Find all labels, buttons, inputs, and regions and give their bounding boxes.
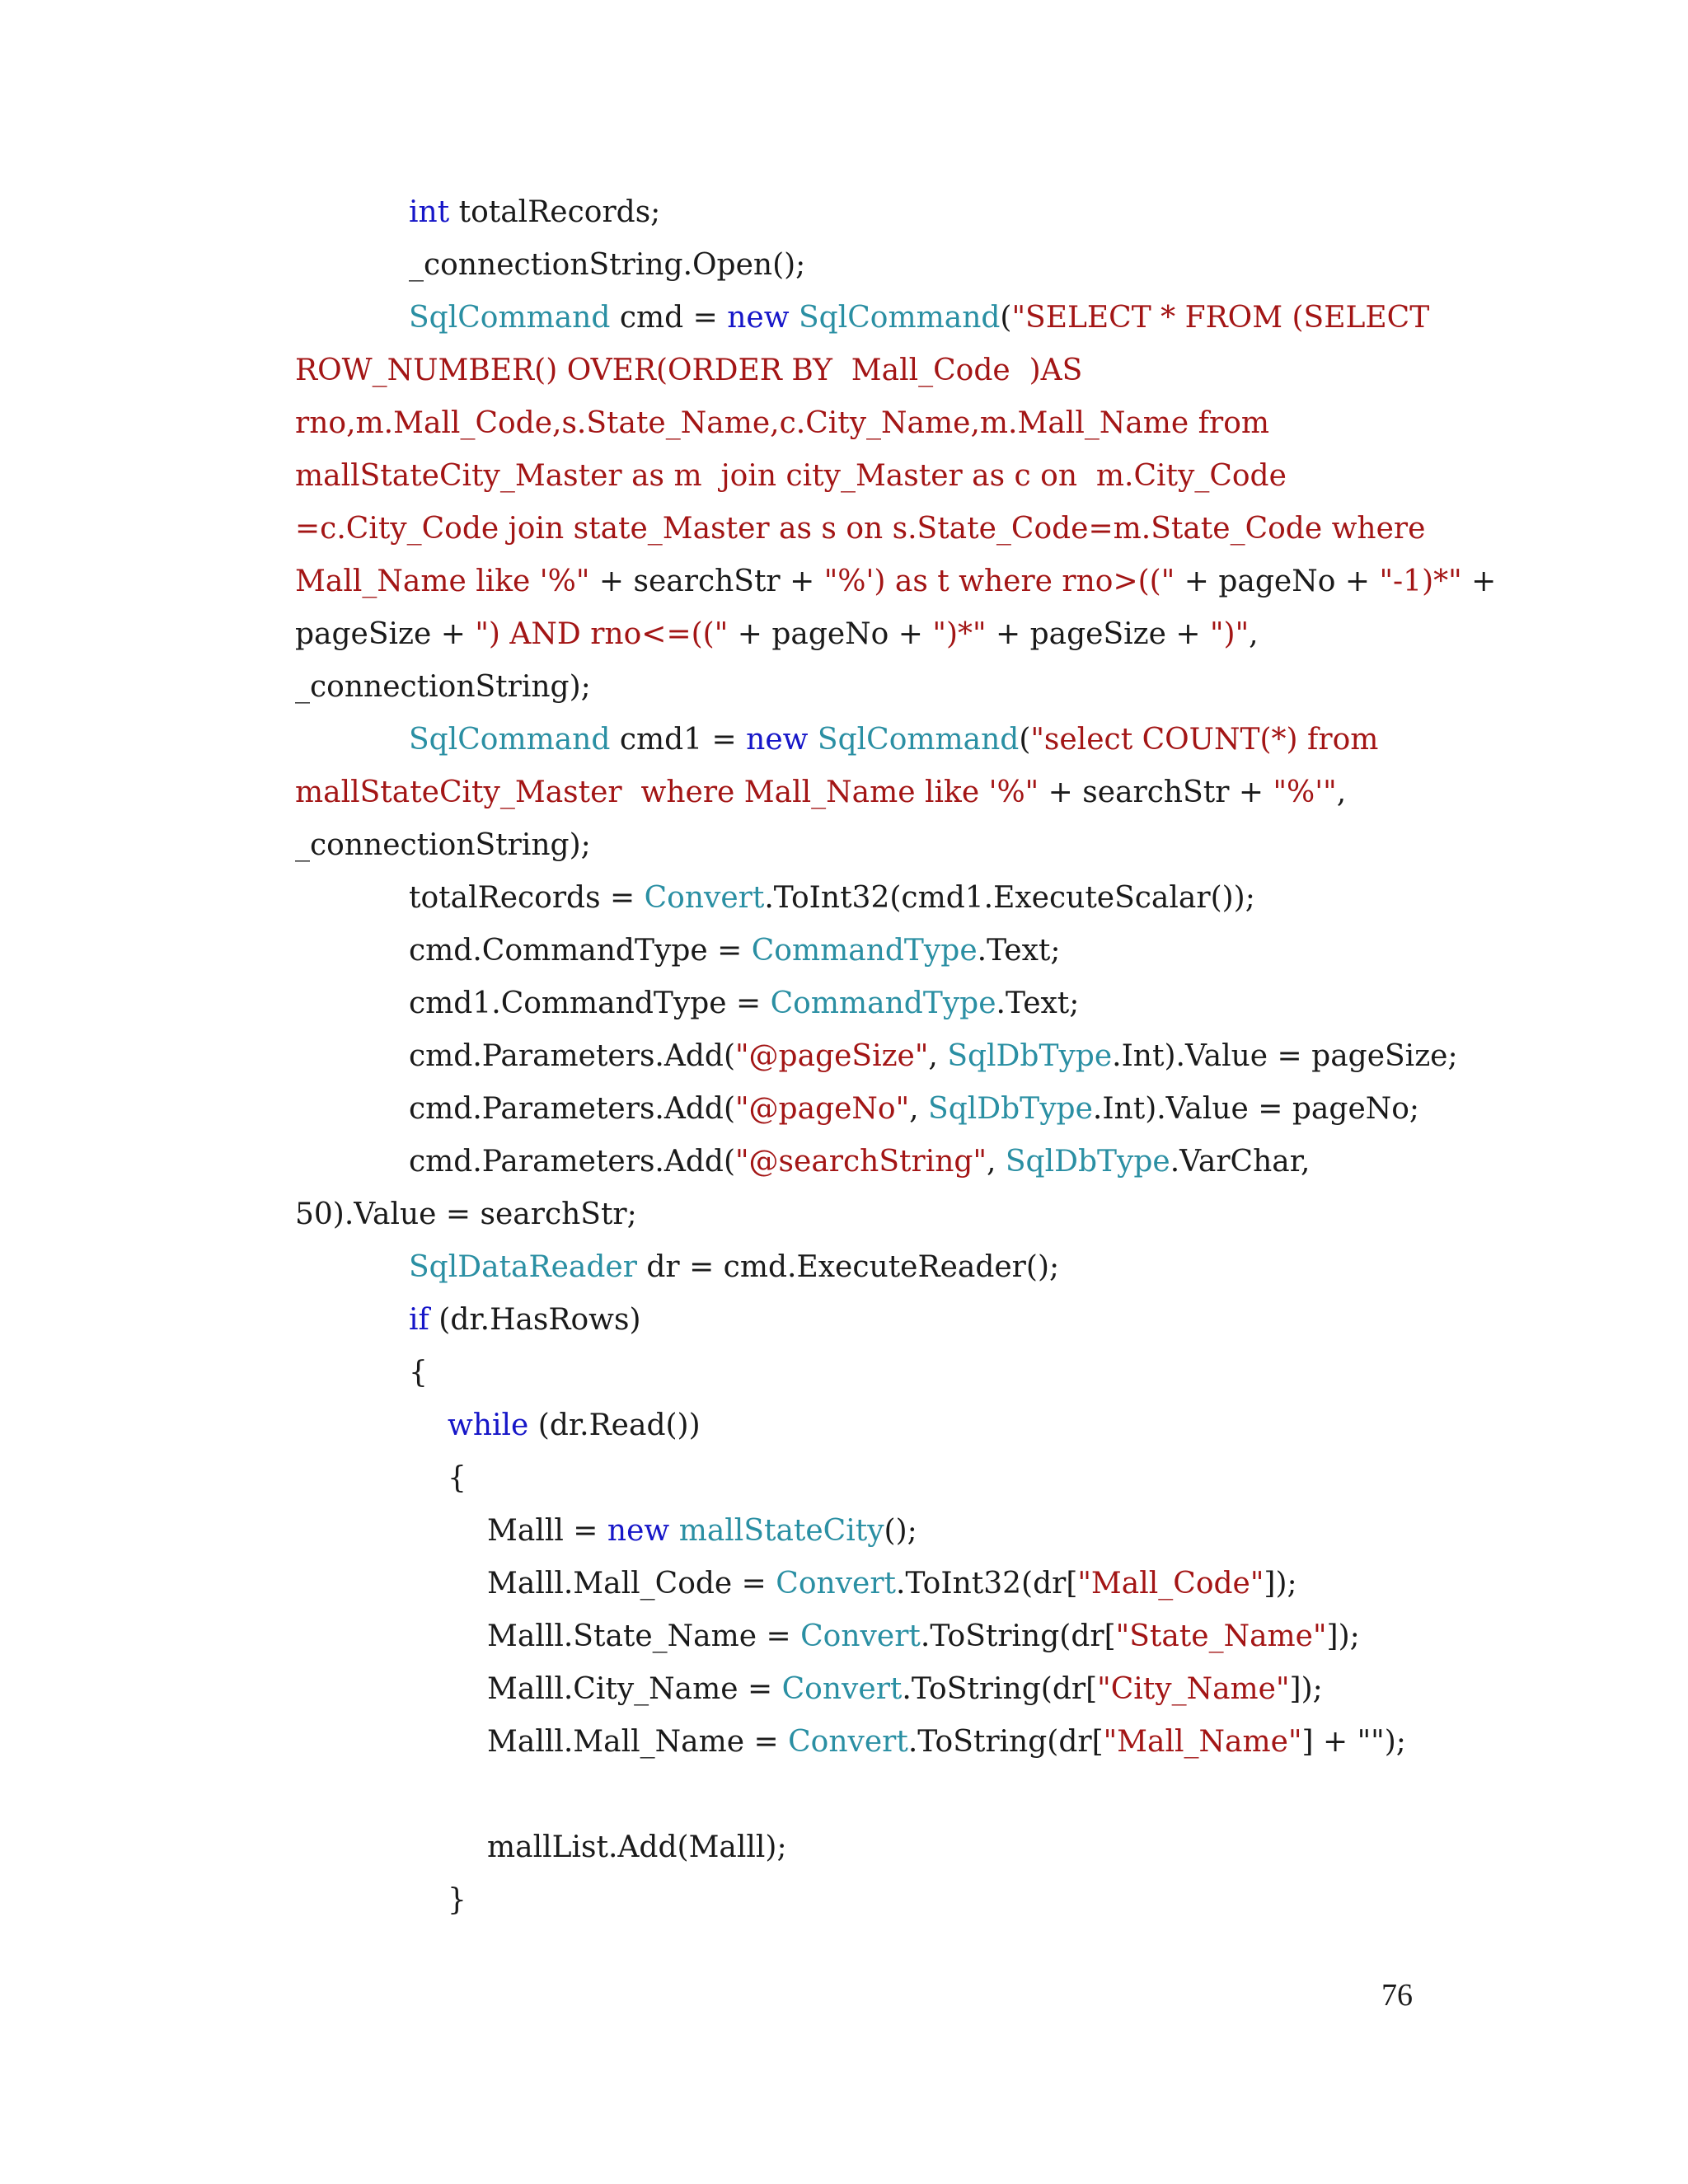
code-token: mallStateCity_Master where Mall_Name like '%" [295,776,1039,809]
code-token [808,723,817,757]
code-line [409,883,1255,913]
code-token: SqlCommand [409,301,611,335]
code-token: SqlDbType [928,1092,1093,1126]
code-token: Mall_Name like '%" [295,565,590,598]
code-token: dr = cmd.ExecuteReader(); [636,1250,1060,1284]
code-token: .Text; [996,987,1080,1020]
code-token: ( [1000,301,1012,335]
code-line [295,778,1346,808]
code-line [295,406,1270,440]
code-line [409,1094,1419,1124]
code-token: .Text; [977,934,1061,968]
code-token [790,301,799,335]
code-token: ( [1019,723,1031,757]
code-line [487,1619,1360,1653]
code-token: _connectionString.Open(); [409,248,806,282]
code-token: totalRecords; [449,195,661,229]
code-line [487,1516,917,1546]
code-line [295,567,1496,597]
code-token: int [409,195,450,229]
code-line [487,1727,1406,1757]
code-line [487,1672,1323,1706]
page-number: 76 [1381,1978,1413,2013]
code-token: SqlCommand [799,301,1001,335]
code-line [295,670,591,704]
code-token: rno,m.Mall_Code,s.State_Name,c.City_Name,m.Mall_Name from [295,406,1270,440]
code-token: + pageNo + [728,617,933,651]
code-line [487,1830,787,1864]
code-token: "@pageSize" [735,1039,929,1073]
code-token: _connectionString); [295,670,591,704]
code-token: Convert [644,881,765,915]
code-token: .Int).Value = pageSize; [1112,1039,1458,1073]
code-token: CommandType [751,934,978,968]
code-token: "select COUNT(*) from [1030,723,1379,757]
code-token: SqlCommand [817,723,1020,757]
code-token: 50).Value = searchStr; [295,1197,637,1231]
code-line [448,1461,467,1495]
code-token: Malll.Mall_Code = [487,1567,776,1601]
code-token: SqlDbType [1005,1145,1170,1179]
code-token: ")*" [932,617,987,651]
code-token: , [1336,776,1347,809]
code-token: Convert [776,1567,897,1601]
code-token: cmd1.CommandType = [409,987,771,1020]
code-token: "-1)*" [1379,565,1462,598]
code-line [295,1197,637,1231]
code-line [448,1883,467,1917]
code-token: cmd.Parameters.Add( [409,1145,735,1179]
code-token: "Mall_Code" [1077,1567,1264,1601]
code-line [409,1147,1310,1177]
code-token: cmd.Parameters.Add( [409,1039,735,1073]
code-token: pageSize + [295,617,476,651]
code-token: totalRecords = [409,881,645,915]
code-token: new [746,723,809,757]
code-line [409,1358,428,1388]
code-token: ]); [1326,1619,1360,1653]
code-line [409,936,1061,966]
code-token: , [987,1145,1006,1179]
code-token: if [409,1303,429,1337]
code-token: SqlCommand [409,723,611,757]
code-token: "%'" [1273,776,1337,809]
code-token: ]); [1264,1567,1297,1601]
code-token: .VarChar, [1170,1145,1311,1179]
code-token: , [1249,617,1259,651]
code-line [409,1305,641,1335]
code-token: ]); [1289,1672,1323,1706]
code-token: "SELECT * FROM (SELECT [1011,301,1430,335]
code-token: SqlDbType [947,1039,1113,1073]
code-token: + searchStr + [1039,776,1273,809]
code-token: Malll.City_Name = [487,1672,782,1706]
code-token: { [409,1356,428,1390]
code-token: + pageSize + [986,617,1210,651]
code-line [409,248,806,282]
code-token: mallList.Add(Malll); [487,1830,787,1864]
code-token: "Mall_Name" [1103,1725,1302,1759]
code-token: .Int).Value = pageNo; [1092,1092,1420,1126]
code-token: } [448,1883,467,1917]
code-token: Malll = [487,1514,607,1548]
code-token: "@pageNo" [735,1092,910,1126]
code-token: Malll.Mall_Name = [487,1725,789,1759]
code-line [409,725,1378,755]
code-line [295,617,1259,651]
code-token [669,1514,678,1548]
code-line [487,1569,1297,1599]
code-token: .ToInt32(cmd1.ExecuteScalar()); [764,881,1255,915]
code-line [409,1039,1458,1073]
code-token: mallStateCity_Master as m join city_Master as c on m.City_Code [295,459,1287,493]
code-token: { [448,1461,467,1495]
code-token: =c.City_Code join state_Master as s on s.State_Code=m.State_Code where [295,512,1426,546]
code-token: "City_Name" [1097,1672,1290,1706]
code-token: cmd.Parameters.Add( [409,1092,735,1126]
code-line [295,514,1425,544]
code-token: "State_Name" [1115,1619,1327,1653]
code-token: ROW_NUMBER() OVER(ORDER BY Mall_Code )AS [295,354,1083,387]
code-token: + searchStr + [589,565,824,598]
code-token: + [1461,565,1497,598]
code-token: Malll.State_Name = [487,1619,801,1653]
code-token: while [448,1408,529,1442]
code-token: (dr.HasRows) [429,1303,641,1337]
code-line [409,1250,1060,1284]
code-token: .ToString(dr[ [907,1725,1104,1759]
code-line [295,828,591,862]
code-line [409,303,1429,333]
code-token: ") AND rno<=((" [475,617,729,651]
code-token: .ToInt32(dr[ [896,1567,1078,1601]
code-token: , [928,1039,948,1073]
code-token: Convert [800,1619,921,1653]
code-token: , [909,1092,929,1126]
code-token: CommandType [770,987,996,1020]
code-line [409,195,661,229]
code-token: "%') as t where rno>((" [823,565,1175,598]
code-token: ] + ""); [1301,1725,1406,1759]
code-line [409,989,1079,1019]
code-token: ")" [1209,617,1250,651]
code-token: + pageNo + [1175,565,1380,598]
code-line [295,356,1082,386]
code-token: .ToString(dr[ [902,1672,1098,1706]
code-line [295,459,1287,493]
code-token: new [607,1514,670,1548]
code-token: "@searchString" [735,1145,987,1179]
code-token: cmd1 = [610,723,747,757]
code-token: Convert [788,1725,908,1759]
code-token: cmd = [610,301,728,335]
code-line [448,1408,701,1442]
code-token: cmd.CommandType = [409,934,752,968]
code-token: SqlDataReader [409,1250,637,1284]
code-token: (dr.Read()) [528,1408,701,1442]
code-token: Convert [781,1672,903,1706]
code-token: (); [884,1514,917,1548]
code-token: _connectionString); [295,828,591,862]
code-token: new [727,301,790,335]
code-token: .ToString(dr[ [920,1619,1116,1653]
code-token: mallStateCity [678,1514,884,1548]
